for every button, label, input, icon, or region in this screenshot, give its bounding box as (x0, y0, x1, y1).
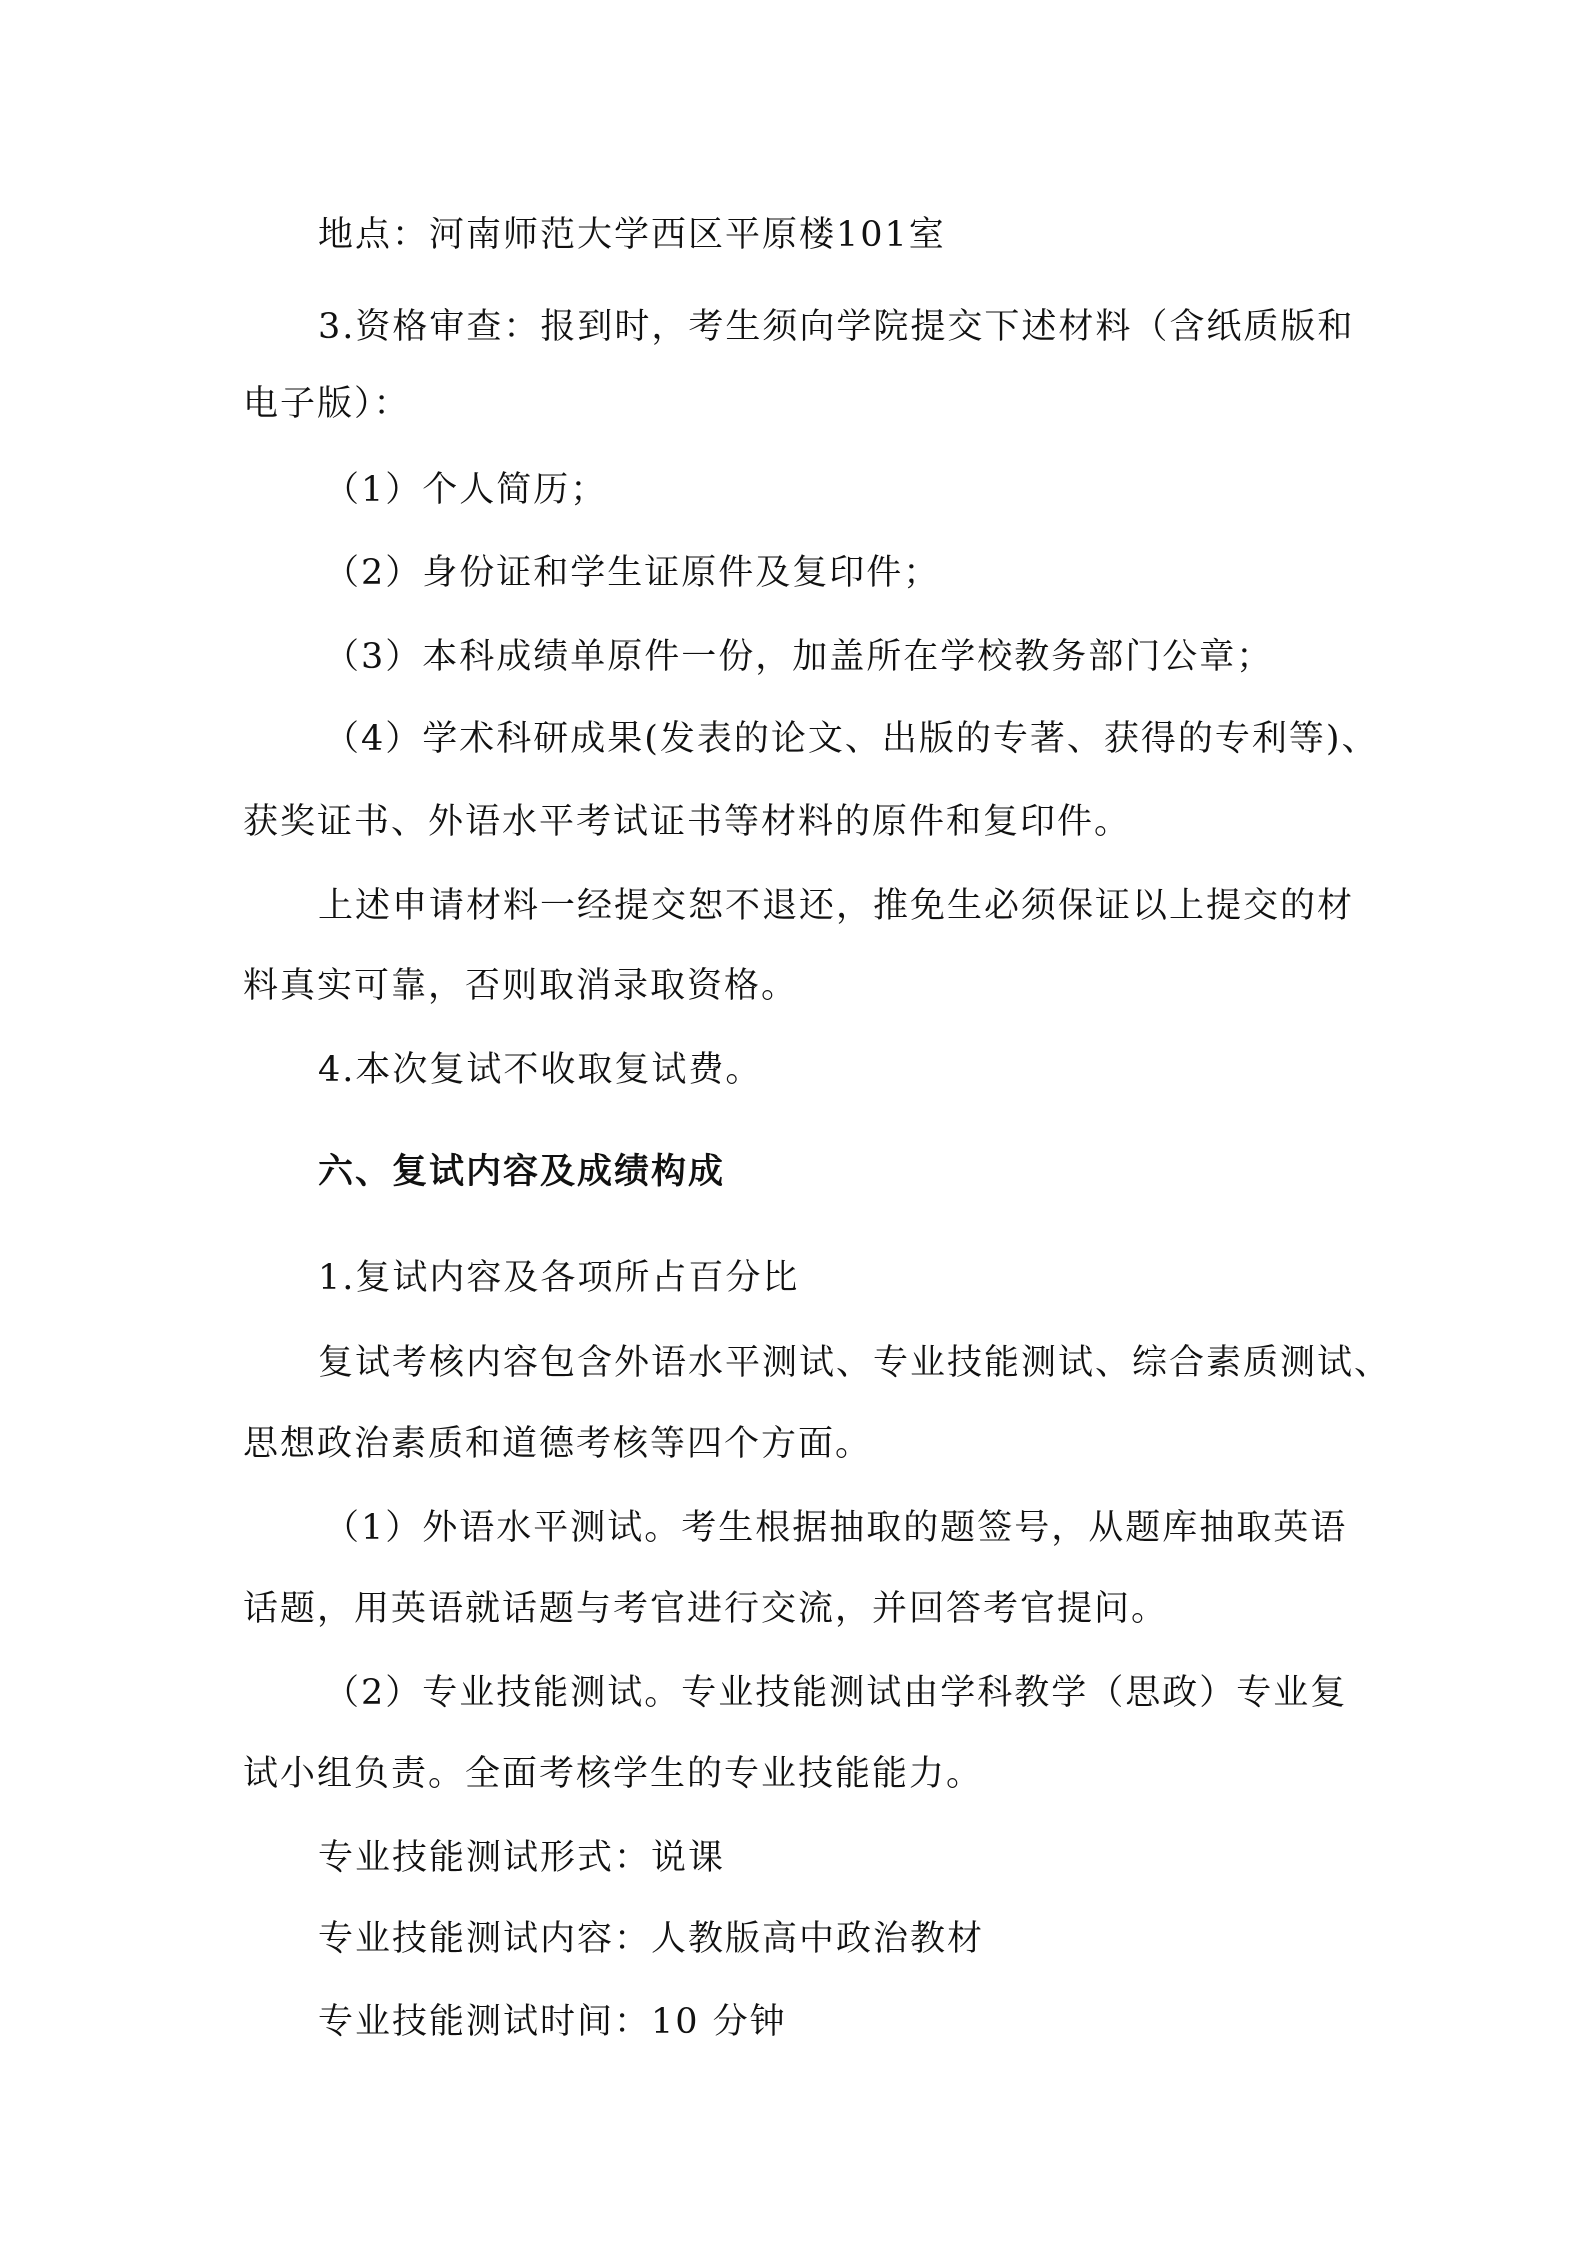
qualification-review-continued: 电子版）： (243, 384, 411, 424)
professional-skill-test-continued: 试小组负责。全面考核学生的专业技能能力。 (243, 1754, 984, 1794)
qualification-review-line: 3.资格审查：报到时，考生须向学院提交下述材料（含纸质版和 (318, 307, 1355, 347)
skill-test-duration: 专业技能测试时间：10 分钟 (318, 2002, 787, 2042)
skill-test-content: 专业技能测试内容：人教版高中政治教材 (318, 1919, 985, 1959)
skill-test-format: 专业技能测试形式：说课 (318, 1838, 726, 1878)
material-item-4-continued: 获奖证书、外语水平考试证书等材料的原件和复印件。 (243, 802, 1132, 842)
submission-notice-continued: 料真实可靠，否则取消录取资格。 (243, 966, 799, 1006)
foreign-language-test-continued: 话题，用英语就话题与考官进行交流，并回答考官提问。 (243, 1589, 1169, 1629)
fee-notice: 4.本次复试不收取复试费。 (318, 1050, 763, 1090)
material-item-1: （1）个人简历； (324, 470, 608, 510)
submission-notice: 上述申请材料一经提交恕不退还，推免生必须保证以上提交的材 (318, 886, 1355, 926)
material-item-4: （4）学术科研成果(发表的论文、出版的专著、获得的专利等)、 (324, 719, 1379, 759)
material-item-2: （2）身份证和学生证原件及复印件； (324, 553, 941, 593)
subsection-title: 1.复试内容及各项所占百分比 (318, 1258, 800, 1298)
foreign-language-test: （1）外语水平测试。考生根据抽取的题签号，从题库抽取英语 (324, 1508, 1348, 1548)
exam-content-continued: 思想政治素质和道德考核等四个方面。 (243, 1424, 873, 1464)
exam-content-paragraph: 复试考核内容包含外语水平测试、专业技能测试、综合素质测试、 (318, 1343, 1392, 1383)
section-heading: 六、复试内容及成绩构成 (318, 1152, 726, 1192)
professional-skill-test: （2）专业技能测试。专业技能测试由学科教学（思政）专业复 (324, 1673, 1348, 1713)
venue-line: 地点：河南师范大学西区平原楼101室 (318, 215, 946, 255)
material-item-3: （3）本科成绩单原件一份，加盖所在学校教务部门公章； (324, 637, 1274, 677)
